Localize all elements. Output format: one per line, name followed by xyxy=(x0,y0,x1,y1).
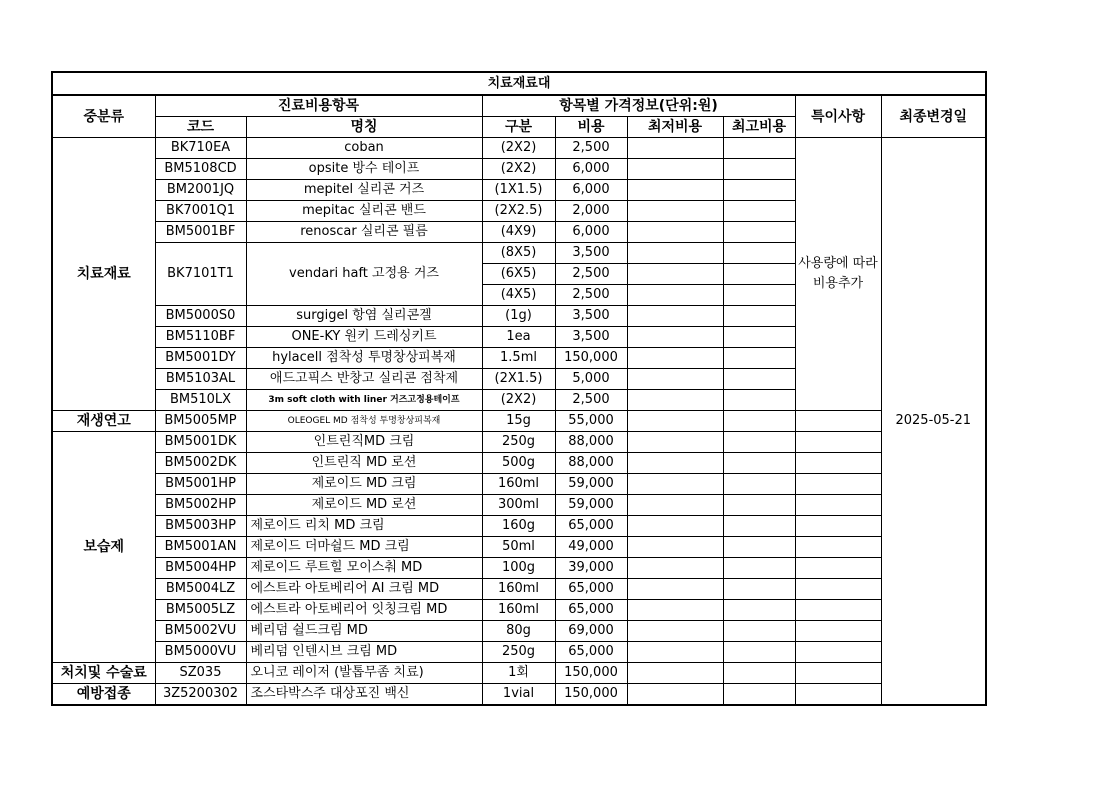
code-cell: BM5002HP xyxy=(155,495,246,516)
cost-cell: 39,000 xyxy=(555,558,627,579)
header-code: 코드 xyxy=(155,117,246,138)
max-cost-cell xyxy=(723,432,795,453)
table-row xyxy=(52,642,986,663)
header-name: 명칭 xyxy=(246,117,482,138)
name-cell: renoscar 실리콘 필름 xyxy=(246,222,482,243)
max-cost-cell xyxy=(723,180,795,201)
header-price-group: 항목별 가격정보(단위:원) xyxy=(482,95,795,117)
unit-cell: (1X1.5) xyxy=(482,180,555,201)
name-cell: ONE-KY 원키 드레싱키트 xyxy=(246,327,482,348)
category-cell: 예방접종 xyxy=(52,684,155,706)
header-max-cost: 최고비용 xyxy=(723,117,795,138)
max-cost-cell xyxy=(723,159,795,180)
min-cost-cell xyxy=(627,516,723,537)
code-cell: BM2001JQ xyxy=(155,180,246,201)
header-remark: 특이사항 xyxy=(795,95,881,138)
header-unit: 구분 xyxy=(482,117,555,138)
min-cost-cell xyxy=(627,600,723,621)
max-cost-cell xyxy=(723,579,795,600)
cost-cell: 49,000 xyxy=(555,537,627,558)
remark-cell xyxy=(795,579,881,600)
cost-cell: 69,000 xyxy=(555,621,627,642)
max-cost-cell xyxy=(723,474,795,495)
table-row xyxy=(52,432,986,453)
header-category: 중분류 xyxy=(52,95,155,138)
unit-cell: 250g xyxy=(482,642,555,663)
name-cell: 오니코 레이저 (발톱무좀 치료) xyxy=(246,663,482,684)
table-row xyxy=(52,558,986,579)
code-cell: BK7001Q1 xyxy=(155,201,246,222)
category-cell: 보습제 xyxy=(52,432,155,663)
min-cost-cell xyxy=(627,474,723,495)
updated-date-cell: 2025-05-21 xyxy=(881,138,986,706)
cost-cell: 65,000 xyxy=(555,516,627,537)
category-cell: 재생연고 xyxy=(52,411,155,432)
max-cost-cell xyxy=(723,663,795,684)
remark-cell xyxy=(795,432,881,453)
unit-cell: 160ml xyxy=(482,474,555,495)
max-cost-cell xyxy=(723,369,795,390)
category-cell: 처치및 수술료 xyxy=(52,663,155,684)
unit-cell: (2X2) xyxy=(482,390,555,411)
header-item-group: 진료비용항목 xyxy=(155,95,482,117)
max-cost-cell xyxy=(723,327,795,348)
cost-cell: 3,500 xyxy=(555,306,627,327)
code-cell: BM5000S0 xyxy=(155,306,246,327)
unit-cell: (8X5) xyxy=(482,243,555,264)
min-cost-cell xyxy=(627,432,723,453)
cost-cell: 3,500 xyxy=(555,243,627,264)
table-row xyxy=(52,411,986,432)
code-cell: BK710EA xyxy=(155,138,246,159)
name-cell: opsite 방수 테이프 xyxy=(246,159,482,180)
code-cell: BM5001DK xyxy=(155,432,246,453)
name-cell: 제로이드 MD 크림 xyxy=(246,474,482,495)
min-cost-cell xyxy=(627,390,723,411)
name-cell: vendari haft 고정용 거즈 xyxy=(246,243,482,306)
min-cost-cell xyxy=(627,369,723,390)
name-cell: 에스트라 아토베리어 잇칭크림 MD xyxy=(246,600,482,621)
table-row xyxy=(52,600,986,621)
min-cost-cell xyxy=(627,642,723,663)
name-cell: 인트린직MD 크림 xyxy=(246,432,482,453)
unit-cell: 1vial xyxy=(482,684,555,706)
remark-cell xyxy=(795,642,881,663)
unit-cell: 100g xyxy=(482,558,555,579)
code-cell: BM5005MP xyxy=(155,411,246,432)
code-cell: BM5108CD xyxy=(155,159,246,180)
cost-cell: 150,000 xyxy=(555,663,627,684)
min-cost-cell xyxy=(627,411,723,432)
min-cost-cell xyxy=(627,285,723,306)
code-cell: BM5110BF xyxy=(155,327,246,348)
cost-cell: 65,000 xyxy=(555,642,627,663)
min-cost-cell xyxy=(627,453,723,474)
code-cell: SZ035 xyxy=(155,663,246,684)
table-title: 치료재료대 xyxy=(52,72,986,95)
unit-cell: (4X9) xyxy=(482,222,555,243)
cost-cell: 2,500 xyxy=(555,390,627,411)
remark-cell xyxy=(795,411,881,432)
cost-cell: 55,000 xyxy=(555,411,627,432)
name-cell: 에스트라 아토베리어 AI 크림 MD xyxy=(246,579,482,600)
name-cell: 제로이드 루트힐 모이스춰 MD xyxy=(246,558,482,579)
cost-cell: 5,000 xyxy=(555,369,627,390)
code-cell: BM5103AL xyxy=(155,369,246,390)
cost-cell: 6,000 xyxy=(555,180,627,201)
max-cost-cell xyxy=(723,600,795,621)
header-cost: 비용 xyxy=(555,117,627,138)
code-cell: BM5003HP xyxy=(155,516,246,537)
unit-cell: 1ea xyxy=(482,327,555,348)
name-cell: 3m soft cloth with liner 거즈고정용테이프 xyxy=(246,390,482,411)
table-row xyxy=(52,663,986,684)
min-cost-cell xyxy=(627,306,723,327)
table-row xyxy=(52,474,986,495)
max-cost-cell xyxy=(723,348,795,369)
remark-cell xyxy=(795,495,881,516)
max-cost-cell xyxy=(723,642,795,663)
max-cost-cell xyxy=(723,453,795,474)
cost-cell: 3,500 xyxy=(555,327,627,348)
max-cost-cell xyxy=(723,201,795,222)
min-cost-cell xyxy=(627,159,723,180)
unit-cell: (2X2.5) xyxy=(482,201,555,222)
unit-cell: (2X2) xyxy=(482,138,555,159)
min-cost-cell xyxy=(627,558,723,579)
code-cell: BM5001BF xyxy=(155,222,246,243)
cost-cell: 65,000 xyxy=(555,600,627,621)
unit-cell: 50ml xyxy=(482,537,555,558)
name-cell: 제로이드 리치 MD 크림 xyxy=(246,516,482,537)
table-row xyxy=(52,537,986,558)
name-cell: OLEOGEL MD 점착성 투명창상피복재 xyxy=(246,411,482,432)
cost-cell: 6,000 xyxy=(555,159,627,180)
cost-cell: 65,000 xyxy=(555,579,627,600)
cost-cell: 59,000 xyxy=(555,474,627,495)
unit-cell: 15g xyxy=(482,411,555,432)
name-cell: 제로이드 MD 로션 xyxy=(246,495,482,516)
max-cost-cell xyxy=(723,222,795,243)
unit-cell: 500g xyxy=(482,453,555,474)
code-cell: 3Z5200302 xyxy=(155,684,246,706)
fee-table-sheet xyxy=(51,71,985,706)
cost-cell: 2,000 xyxy=(555,201,627,222)
remark-cell xyxy=(795,684,881,706)
remark-cell xyxy=(795,558,881,579)
table-row xyxy=(52,621,986,642)
cost-cell: 150,000 xyxy=(555,684,627,706)
max-cost-cell xyxy=(723,558,795,579)
max-cost-cell xyxy=(723,306,795,327)
table-row xyxy=(52,579,986,600)
min-cost-cell xyxy=(627,138,723,159)
min-cost-cell xyxy=(627,663,723,684)
name-cell: 애드고픽스 반창고 실리콘 점착제 xyxy=(246,369,482,390)
cost-cell: 88,000 xyxy=(555,453,627,474)
code-cell: BM5004HP xyxy=(155,558,246,579)
table-row xyxy=(52,516,986,537)
unit-cell: 250g xyxy=(482,432,555,453)
max-cost-cell xyxy=(723,264,795,285)
unit-cell: (6X5) xyxy=(482,264,555,285)
min-cost-cell xyxy=(627,327,723,348)
cost-cell: 2,500 xyxy=(555,264,627,285)
max-cost-cell xyxy=(723,411,795,432)
max-cost-cell xyxy=(723,285,795,306)
remark-cell xyxy=(795,600,881,621)
unit-cell: (2X1.5) xyxy=(482,369,555,390)
code-cell: BM5001HP xyxy=(155,474,246,495)
name-cell: 조스타박스주 대상포진 백신 xyxy=(246,684,482,706)
cost-cell: 59,000 xyxy=(555,495,627,516)
fee-table xyxy=(51,71,987,706)
max-cost-cell xyxy=(723,684,795,706)
remark-cell xyxy=(795,663,881,684)
unit-cell: (2X2) xyxy=(482,159,555,180)
min-cost-cell xyxy=(627,222,723,243)
min-cost-cell xyxy=(627,495,723,516)
name-cell: surgigel 항염 실리콘겔 xyxy=(246,306,482,327)
code-cell: BM510LX xyxy=(155,390,246,411)
cost-cell: 88,000 xyxy=(555,432,627,453)
table-row xyxy=(52,453,986,474)
code-cell: BM5000VU xyxy=(155,642,246,663)
category-cell: 치료재료 xyxy=(52,138,155,411)
min-cost-cell xyxy=(627,264,723,285)
unit-cell: 300ml xyxy=(482,495,555,516)
min-cost-cell xyxy=(627,243,723,264)
unit-cell: 1.5ml xyxy=(482,348,555,369)
min-cost-cell xyxy=(627,348,723,369)
code-cell: BM5002VU xyxy=(155,621,246,642)
remark-cell xyxy=(795,537,881,558)
unit-cell: 160ml xyxy=(482,600,555,621)
table-row xyxy=(52,138,986,159)
unit-cell: 160ml xyxy=(482,579,555,600)
name-cell: mepitac 실리콘 밴드 xyxy=(246,201,482,222)
table-row xyxy=(52,495,986,516)
cost-cell: 150,000 xyxy=(555,348,627,369)
table-row xyxy=(52,684,986,706)
name-cell: coban xyxy=(246,138,482,159)
remark-cell xyxy=(795,516,881,537)
code-cell: BM5001DY xyxy=(155,348,246,369)
unit-cell: (1g) xyxy=(482,306,555,327)
unit-cell: (4X5) xyxy=(482,285,555,306)
max-cost-cell xyxy=(723,516,795,537)
code-cell: BM5005LZ xyxy=(155,600,246,621)
remark-cell xyxy=(795,621,881,642)
name-cell: 인트린직 MD 로션 xyxy=(246,453,482,474)
min-cost-cell xyxy=(627,201,723,222)
remark-cell xyxy=(795,474,881,495)
code-cell: BM5001AN xyxy=(155,537,246,558)
min-cost-cell xyxy=(627,180,723,201)
max-cost-cell xyxy=(723,621,795,642)
code-cell: BM5004LZ xyxy=(155,579,246,600)
remark-cell xyxy=(795,453,881,474)
cost-cell: 2,500 xyxy=(555,138,627,159)
max-cost-cell xyxy=(723,495,795,516)
min-cost-cell xyxy=(627,621,723,642)
max-cost-cell xyxy=(723,537,795,558)
cost-cell: 2,500 xyxy=(555,285,627,306)
name-cell: mepitel 실리콘 거즈 xyxy=(246,180,482,201)
cost-cell: 6,000 xyxy=(555,222,627,243)
min-cost-cell xyxy=(627,684,723,706)
unit-cell: 1회 xyxy=(482,663,555,684)
unit-cell: 160g xyxy=(482,516,555,537)
name-cell: 제로이드 더마쉴드 MD 크림 xyxy=(246,537,482,558)
min-cost-cell xyxy=(627,579,723,600)
unit-cell: 80g xyxy=(482,621,555,642)
name-cell: hylacell 점착성 투명창상피복재 xyxy=(246,348,482,369)
max-cost-cell xyxy=(723,138,795,159)
max-cost-cell xyxy=(723,243,795,264)
min-cost-cell xyxy=(627,537,723,558)
header-min-cost: 최저비용 xyxy=(627,117,723,138)
code-cell: BK7101T1 xyxy=(155,243,246,306)
name-cell: 베리덤 쉴드크림 MD xyxy=(246,621,482,642)
remark-cell: 사용량에 따라 비용추가 xyxy=(795,138,881,411)
max-cost-cell xyxy=(723,390,795,411)
code-cell: BM5002DK xyxy=(155,453,246,474)
header-updated: 최종변경일 xyxy=(881,95,986,138)
name-cell: 베리덤 인텐시브 크림 MD xyxy=(246,642,482,663)
